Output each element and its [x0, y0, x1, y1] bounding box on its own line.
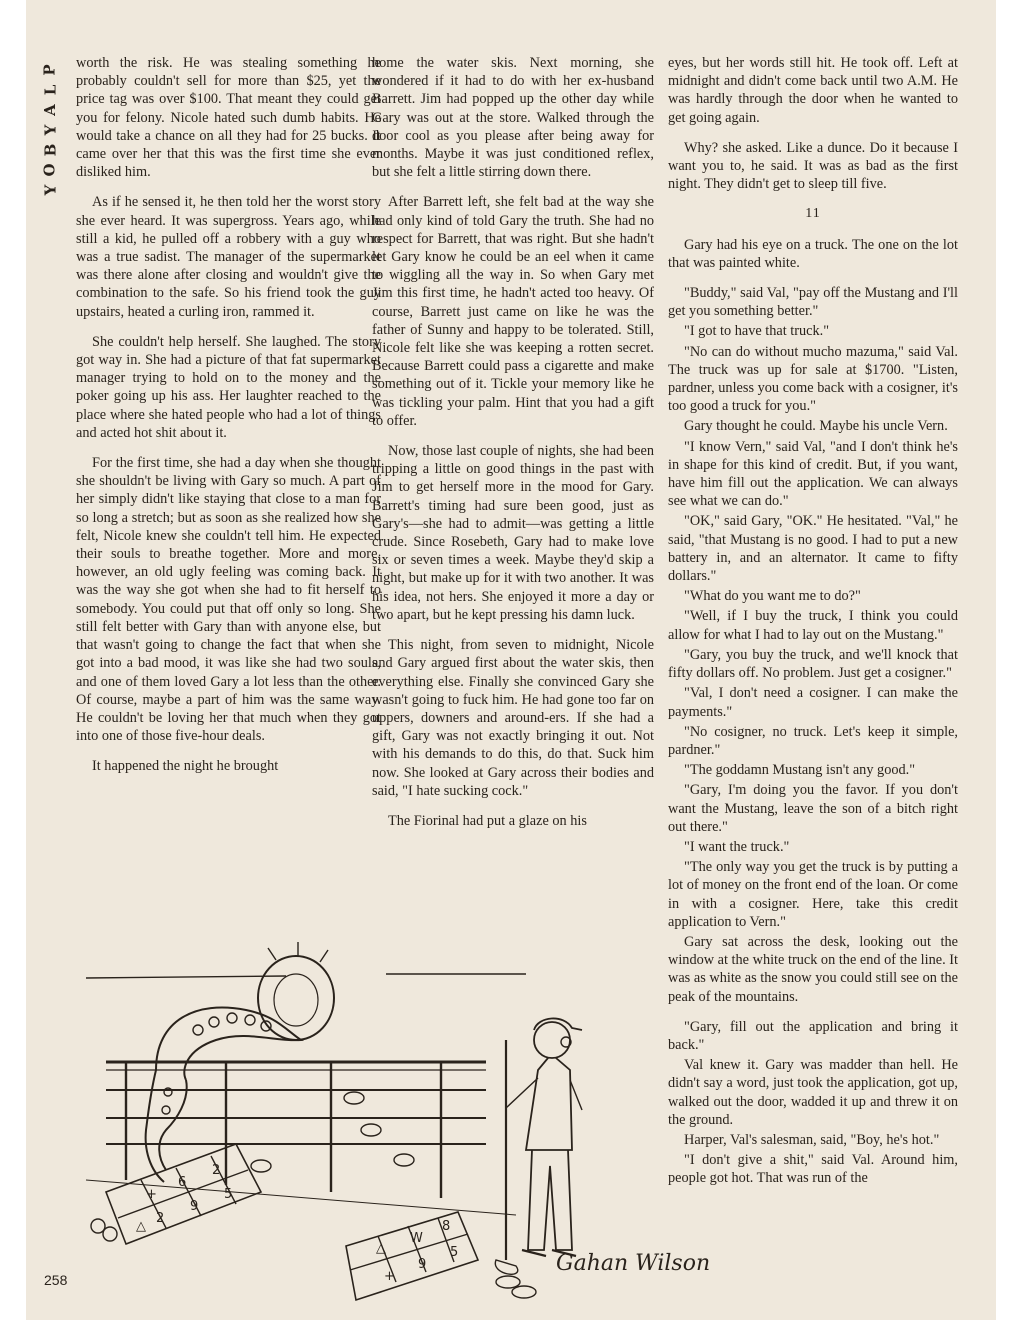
paragraph: "Well, if I buy the truck, I think you could allow for what I had to lay out on the Mustang.": [668, 608, 958, 643]
paragraph: "I want the truck.": [684, 838, 790, 855]
paragraph: "I know Vern," said Val, "and I don't think he's in shape for this kind of credit. But, if you want, have him fill out the application. We can always see what we can do.": [668, 438, 958, 510]
board-symbol: 2: [212, 1163, 221, 1178]
paragraph: "No can do without mucho mazuma," said Val. The truck was up for sale at $1700. "Listen, pardner, unless you come back with a cosigner, it's too good a truck for you.": [668, 343, 958, 415]
paragraph: eyes, but her words still hit. He took off. Left at midnight and didn't come back until two A.M. He was hardly through the door when he wanted to get going again.: [668, 55, 958, 126]
board-symbol: +: [146, 1187, 157, 1202]
text-column-1: [76, 54, 381, 788]
paragraph: It happened the night he brought: [92, 758, 279, 775]
board-symbol: 5: [450, 1245, 459, 1260]
paragraph: Now, those last couple of nights, she had been tripping a little on good things in the past with Jim to get herself more in the mood for Gary. Barrett's timing had sure been good, just as Gary's—she had to admit—was getting a little crude. Since Rosebeth, Gary had to make love six or seven times a week. Maybe they'd skip a night, but make up for it with two another. It was his idea, not hers. She enjoyed it more a day or two apart, but he kept pressing his damn luck.: [372, 443, 654, 623]
board-symbol: W: [410, 1231, 423, 1246]
text-column-3: [668, 54, 958, 1190]
paragraph: "The only way you get the truck is by putting a lot of money on the front end of the loan. Or come in with a cosigner. Here, take this credit application to Vern.": [668, 859, 958, 930]
board-symbol: △: [136, 1219, 146, 1234]
paragraph: Val knew it. Gary was madder than hell. He didn't say a word, just took the application, got up, walked out the door, wadded it up and threw it on the ground.: [668, 1057, 958, 1128]
paragraph: For the first time, she had a day when she thought she shouldn't be living with Gary so much. A part of her simply didn't like staying that close to a man for so long a stretch; but as soon as she realized how she felt, Nicole knew she couldn't tell him. He expected their souls to breathe together. More and more, however, an old ugly feeling was coming back. It was the way she got when she had to fit herself to somebody. You could put that off only so long. She still felt better with Gary than with anyone else, but that wasn't going to change the fact that when she got into a bad mood, it was like she had two souls, and one of them loved Gary a lot less than the other. Of course, maybe a part of him was the same way. He couldn't be loving her that much when they got into one of those five-hour deals.: [76, 455, 381, 745]
paragraph: Gary had his eye on a truck. The one on the lot that was painted white.: [668, 236, 958, 271]
page-number: 258: [44, 1272, 68, 1288]
paragraph: "The goddamn Mustang isn't any good.": [684, 762, 916, 779]
board-symbol: 5: [224, 1187, 233, 1202]
paragraph: As if he sensed it, he then told her the worst story she ever heard. It was supergross. Years ago, while still a kid, he pulled off a robbery with a guy who was a true sadist. The manager of the supermarket was there alone after closing and wouldn't give the combination to the safe. So his friend took the guy upstairs, heated a curling iron, rammed it.: [76, 194, 381, 320]
paragraph: This night, from seven to midnight, Nicole and Gary argued first about the water skis, then everything else. Finally she convinced Gary she wasn't going to fuck him. He had gone too far on uppers, downers and around-ers. If she had a gift, Gary was not exactly bringing it out. Not with his demands to do this, do that. Suck him now. She looked at Gary across their bodies and said, "I hate sucking cock.": [372, 637, 654, 799]
board-symbol: 9: [190, 1199, 199, 1214]
paragraph: "Gary, you buy the truck, and we'll knock that fifty dollars off. No problem. Just get a cosigner.": [668, 646, 958, 682]
section-number: 11: [805, 206, 821, 222]
logo-letter: A: [40, 104, 59, 116]
logo-letter: O: [40, 163, 59, 177]
logo-letter: P: [41, 64, 59, 76]
paragraph: Gary thought he could. Maybe his uncle Vern.: [684, 418, 948, 435]
paragraph: Harper, Val's salesman, said, "Boy, he's hot.": [684, 1131, 940, 1148]
paragraph: Why? she asked. Like a dunce. Do it because I want you to, he said. It was as bad as the first night. They didn't get to sleep till five.: [668, 139, 958, 193]
text-column-3-bottom: [668, 236, 958, 1188]
paragraph: "Val, I don't need a cosigner. I can make the payments.": [668, 685, 958, 720]
paragraph: worth the risk. He was stealing something he probably couldn't sell for more than $25, yet the price tag was over $100. That meant they could get you for felony. Nicole hated such dumb habits. He would take a chance on all they had for 25 bucks. It came over her that this was the first time she ever disliked him.: [76, 55, 381, 181]
paragraph: home the water skis. Next morning, she wondered if it had to do with her ex-husband Barrett. Jim had popped up the other day while Gary was out at the store. Walked through the door cool as you please after being away for months. Maybe it was just conditioned reflex, but she felt a little stirring down there.: [372, 55, 654, 181]
paragraph: "Gary, I'm doing you the favor. If you don't want the Mustang, leave the son of a bitch right out there.": [668, 782, 958, 835]
paragraph: After Barrett left, she felt bad at the way she had only kind of told Gary the truth. She had no respect for Barrett, that was right. But she hadn't let Gary know he could be an eel when it came to wiggling all the way in. So when Gary met Jim this first time, he hadn't acted too heavy. Of course, Barrett just came on like he was the father of Sunny and happy to be tolerated. Still, Nicole felt like she was keeping a rotten secret. Because Barrett could pass a cigarette and make something out of it. Tickle your memory like he was tickling your palm. Hint that you had a gift to offer.: [372, 194, 654, 429]
cartoon-signature: Gahan Wilson: [556, 1251, 711, 1276]
paragraph: "What do you want me to do?": [684, 588, 861, 605]
paragraph: "Buddy," said Val, "pay off the Mustang and I'll get you something better.": [668, 285, 958, 320]
paragraph: The Fiorinal had put a glaze on his: [388, 812, 587, 829]
text-column-3-top: [668, 54, 958, 193]
paragraph: Gary sat across the desk, looking out the window at the white truck on the end of the line. It was as white as the snow you could still see on the peak of the mountains.: [668, 933, 958, 1005]
logo-letter: Y: [41, 124, 59, 136]
paragraph: "I got to have that truck.": [684, 323, 830, 340]
logo-letter: L: [40, 84, 59, 96]
magazine-page: [26, 0, 996, 1320]
paragraph: "I don't give a shit," said Val. Around him, people got hot. That was run of the: [668, 1152, 958, 1187]
paragraph: "Gary, fill out the application and bring it back.": [668, 1018, 958, 1053]
logo-letter: Y: [41, 184, 59, 196]
board-symbol: 8: [442, 1219, 451, 1234]
magazine-logo: [40, 60, 60, 210]
board-symbol: 6: [178, 1175, 187, 1190]
text-column-2: [372, 54, 654, 842]
board-symbol: 2: [156, 1211, 165, 1226]
cartoon-drawing: [86, 930, 711, 1300]
paragraph: "No cosigner, no truck. Let's keep it simple, pardner.": [668, 723, 958, 758]
board-symbol: △: [376, 1241, 386, 1256]
cartoon-illustration: [86, 930, 711, 1300]
paragraph: "OK," said Gary, "OK." He hesitated. "Val," he said, "that Mustang is no good. I had to put a new battery in, and an alternator. It came to fifty dollars.": [668, 513, 958, 585]
logo-letter: B: [41, 143, 59, 157]
board-symbol: +: [384, 1269, 395, 1284]
paragraph: She couldn't help herself. She laughed. The story got way in. She had a picture of that fat supermarket manager trying to hold on to the money and the poker going up his ass. Her laughter reached to the place where she hated people who had a lot of things and acted hot shit about it.: [76, 333, 381, 441]
board-symbol: 9: [418, 1257, 427, 1272]
